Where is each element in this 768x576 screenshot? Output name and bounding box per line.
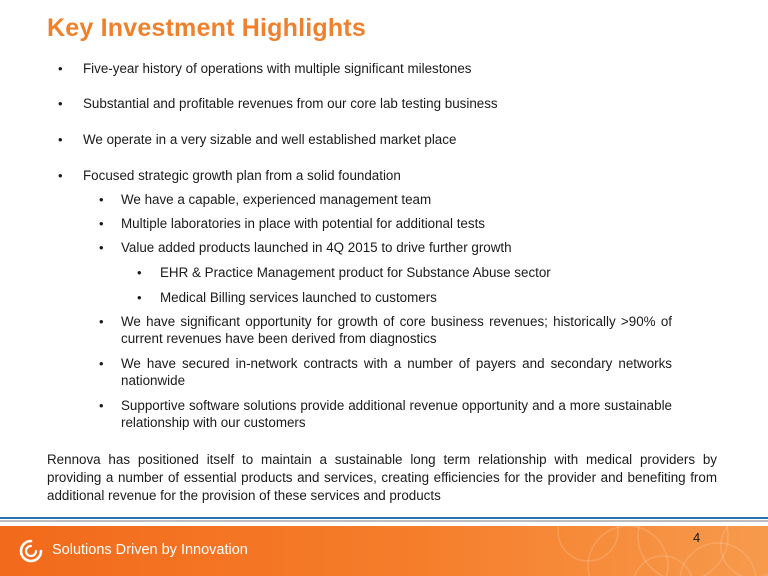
bullet-glyph: • bbox=[99, 216, 104, 231]
bullet-glyph: • bbox=[58, 96, 63, 111]
sub-sub-bullet-text: EHR & Practice Management product for Substance Abuse sector bbox=[160, 265, 551, 280]
bullet-glyph: • bbox=[99, 240, 104, 255]
bullet-glyph: • bbox=[137, 290, 142, 305]
sub-bullet-text: Supportive software solutions provide additional revenue opportunity and a more sustainable relationship with our customers bbox=[121, 398, 672, 430]
summary-paragraph: Rennova has positioned itself to maintain a sustainable long term relationship with medical providers by providing a number of essential products and services, creating efficiencies for the provider and benefiting from additional revenue for the provision of these services and products bbox=[47, 452, 717, 503]
bullet-glyph: • bbox=[99, 398, 104, 413]
sub-bullet-text: We have significant opportunity for growth of core business revenues; historically >90% of current revenues have been derived from diagnostics bbox=[121, 314, 672, 346]
bullet-glyph: • bbox=[58, 168, 63, 183]
footer-tagline: Solutions Driven by Innovation bbox=[52, 542, 248, 558]
bullet-text: We operate in a very sizable and well established market place bbox=[83, 132, 457, 147]
decorative-rings bbox=[468, 526, 768, 576]
slide-title: Key Investment Highlights bbox=[47, 14, 366, 42]
bullet-glyph: • bbox=[99, 314, 104, 329]
sub-sub-bullet-text: Medical Billing services launched to customers bbox=[160, 290, 437, 305]
divider-blue bbox=[0, 517, 768, 519]
swirl-logo-icon bbox=[19, 539, 43, 563]
sub-bullet-text: We have secured in-network contracts with a number of payers and secondary networks nationwide bbox=[121, 356, 672, 388]
bullet-glyph: • bbox=[58, 61, 63, 76]
bullet-glyph: • bbox=[99, 356, 104, 371]
bullet-text: Focused strategic growth plan from a solid foundation bbox=[83, 168, 401, 183]
sub-bullet-text: Multiple laboratories in place with potential for additional tests bbox=[121, 216, 485, 231]
sub-bullet-text: We have a capable, experienced management team bbox=[121, 192, 432, 207]
footer-bar bbox=[0, 526, 768, 576]
bullet-glyph: • bbox=[58, 132, 63, 147]
page-number: 4 bbox=[693, 530, 701, 545]
bullet-glyph: • bbox=[99, 192, 104, 207]
sub-bullet-text: Value added products launched in 4Q 2015 to drive further growth bbox=[121, 240, 512, 255]
divider-gray bbox=[0, 520, 768, 522]
bullet-text: Five-year history of operations with multiple significant milestones bbox=[83, 61, 472, 76]
bullet-glyph: • bbox=[137, 265, 142, 280]
bullet-text: Substantial and profitable revenues from our core lab testing business bbox=[83, 96, 498, 111]
